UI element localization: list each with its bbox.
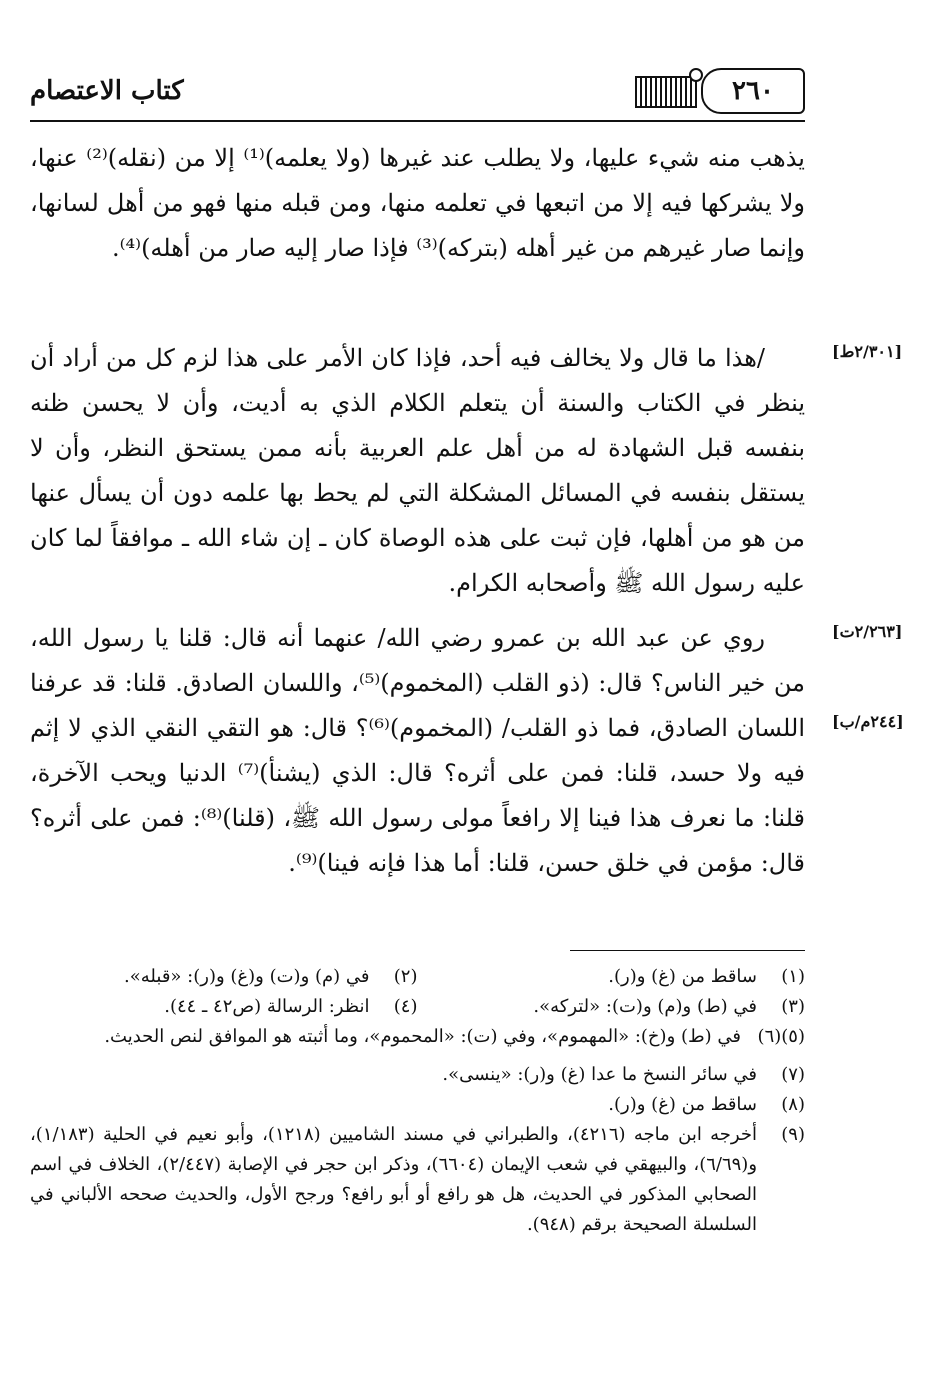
footnote-number: (٤) — [393, 996, 418, 1017]
margin-note-2: [٢/٢٦٣ت] — [832, 622, 903, 641]
book-title: كتاب الاعتصام — [30, 76, 184, 106]
margin-note-3: [٢٤٤م/ب] — [832, 712, 904, 731]
footnote-text: في (ط) و(خ): «المهموم»، وفي (ت): «المحموم»، وما أثبته هو الموافق لنص الحديث. — [104, 1026, 741, 1047]
page-header — [30, 62, 805, 122]
footnote-text: ساقط من (غ) و(ر). — [608, 1094, 757, 1115]
footnote-4 — [30, 992, 418, 1022]
footnote-text: انظر: الرسالة (ص٤٢ ـ ٤٤). — [164, 996, 370, 1017]
footnote-text: في (م) و(ت) و(غ) و(ر): «قبله». — [124, 966, 370, 987]
footnote-text: أخرجه ابن ماجه (٤٢١٦)، والطبراني في مسند الشاميين (١٢١٨)، وأبو نعيم في الحلية (١/١٨٣)، و(٦/٦٩)، والبيهقي في شعب الإيمان (٦٦٠٤)، وذكر ابن حجر في الإصابة (٢/٤٤٧)، الخلاف في اسم الصحابي المذكور في الحديث، هل هو رافع أو أبو رافع؟ ورجح الأول، والحديث صححه الألباني في السلسلة الصحيحة برقم (٩٤٨). — [30, 1124, 758, 1235]
footnote-5-6 — [30, 1022, 805, 1052]
paragraph-1: يذهب منه شيء عليها، ولا يطلب عند غيرها (ولا يعلمه)⁽¹⁾ إلا من (نقله)⁽²⁾ عنها، ولا يشركها فيه إلا من اتبعها في تعلمه منها، ومن قبله منها فهو من أهل لسانها، وإنما صار غيرهم من غير أهله (بتركه)⁽³⁾ فإذا صار إليه صار من أهله)⁽⁴⁾. — [30, 144, 805, 262]
footnote-1 — [418, 962, 806, 992]
footnote-number: (٥)(٦) — [757, 1026, 805, 1047]
footnote-number: (٢) — [393, 966, 418, 987]
footnote-text: ساقط من (غ) و(ر). — [608, 966, 757, 987]
footnote-7 — [30, 1060, 805, 1090]
footnote-number: (٨) — [781, 1094, 805, 1115]
footnote-row — [30, 992, 805, 1022]
footnotes — [30, 962, 805, 1240]
footnote-separator — [570, 950, 805, 951]
footnote-2 — [30, 962, 418, 992]
footnote-text: في سائر النسخ ما عدا (غ) و(ر): «ينسى». — [442, 1064, 757, 1085]
header-ornament-icon — [635, 76, 697, 108]
margin-note-1: [٢/٣٠١ط] — [832, 342, 903, 361]
footnote-row — [30, 962, 805, 992]
footnote-8 — [30, 1090, 805, 1120]
footnote-number: (٧) — [781, 1064, 805, 1085]
footnote-number: (٣) — [781, 996, 805, 1017]
footnote-9 — [30, 1120, 805, 1240]
footnote-3 — [418, 992, 806, 1022]
paragraph-2: /هذا ما قال ولا يخالف فيه أحد، فإذا كان الأمر على هذا لزم كل من أراد أن ينظر في الكتاب والسنة أن يتعلم الكلام الذي به أديت، وأن لا يحسن ظنه بنفسه قبل الشهادة له من أهل علم العربية بأنه ممن يستحق النظر، وأن لا يستقل بنفسه في المسائل المشكلة التي لم يحط بها علمه دون أن يسأل عنها من هو من أهلها، فإن ثبت على هذه الوصاة كان ـ إن شاء الله ـ موافقاً لما كان عليه رسول الله ﷺ وأصحابه الكرام. — [30, 344, 805, 597]
page-number: ٢٦٠ — [701, 68, 805, 114]
footnote-number: (٩) — [781, 1124, 805, 1145]
footnote-text: في (ط) و(م) و(ت): «لتركه». — [533, 996, 757, 1017]
paragraph-3: روي عن عبد الله بن عمرو رضي الله/ عنهما أنه قال: قلنا يا رسول الله، من خير الناس؟ قال: (ذو القلب (المخموم)⁽⁵⁾، واللسان الصادق. قلنا: قد عرفنا اللسان الصادق، فما ذو القلب/ (المخموم)⁽⁶⁾؟ قال: هو التقي النقي الذي لا إثم فيه ولا حسد، قلنا: فمن على أثره؟ قال: الذي (يشنأ)⁽⁷⁾ الدنيا ويحب الآخرة، قلنا: ما نعرف هذا فينا إلا رافعاً مولى رسول الله ﷺ، (قلنا)⁽⁸⁾: فمن على أثره؟ قال: مؤمن في خلق حسن، قلنا: أما هذا فإنه فينا)⁽⁹⁾. — [30, 624, 806, 877]
footnote-number: (١) — [781, 966, 805, 987]
ornament-dot-icon — [689, 68, 703, 82]
